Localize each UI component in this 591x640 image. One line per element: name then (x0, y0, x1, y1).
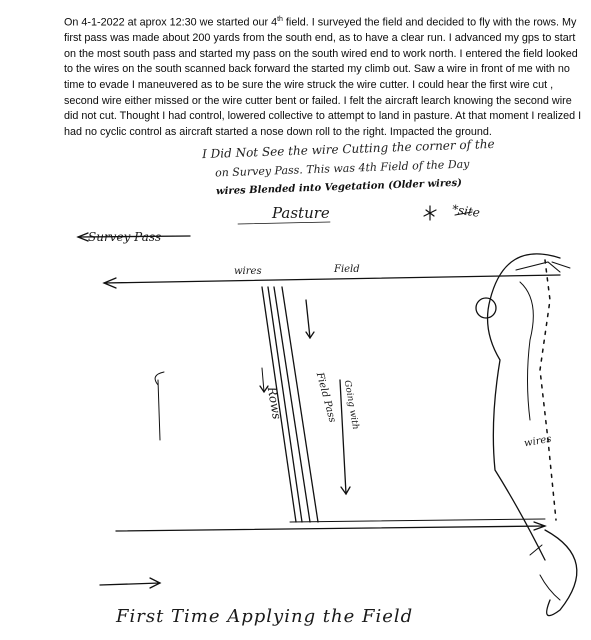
star-icon (424, 206, 436, 220)
pasture-label: Pasture (272, 204, 330, 222)
wires-label-top: wires (234, 266, 262, 277)
impact-circle (476, 298, 496, 318)
statement-part-2: field. I surveyed the field and decided to fly with the rows. My first pass was made about 200 yards from the south end, as to have a clear run. I advanced my gps to start on the most south pass and started my pass on the south wired end to work north. I entered the field looked to the wires on the south scanned back forward the started my climb out. Saw a wire in front of me with no time to evade I maneuvered as to be sure the wire struck the wire cutter. I could hear the first wire cut , second wire either missed or the wire cutter bent or failed. I felt the aircraft learch knowing the second wire did not cut. Thought I had control, lowered collective to attempt to land in pasture. At that moment I realized I had no cyclic control as aircraft started a nose down roll to the right. Impacted the ground. (64, 16, 582, 138)
first-pass-arrow (100, 583, 160, 585)
diagonal-wire-4 (282, 287, 318, 522)
field-label-top: Field (334, 264, 360, 275)
north-wire-line (104, 275, 560, 283)
down-arrow-2 (340, 380, 346, 494)
site-label: *site (451, 202, 481, 220)
diagonal-wire-2 (268, 287, 302, 522)
wires-label-right: wires (523, 433, 553, 450)
handwritten-note-line-3: wires Blended into Vegetation (Older wires) (215, 177, 463, 198)
field-pass-label: Field Pass (313, 371, 338, 424)
south-field-line (116, 526, 545, 531)
handwritten-note-line-1: I Did Not See the wire Cutting the corner of the (201, 136, 495, 162)
bottom-caption: First Time Applying the Field (116, 606, 414, 627)
rows-label: Rows (264, 385, 285, 421)
right-wire-dashed (540, 260, 556, 520)
survey-pass-arrow (78, 236, 190, 237)
survey-pass-label: Survey Pass (88, 230, 162, 244)
handwritten-note-line-2: on Survey Pass. This was 4th Field of the Day (214, 157, 470, 180)
going-with-label: Going with (341, 379, 361, 431)
impact-swirl (545, 530, 577, 616)
statement-part-1: On 4-1-2022 at aprox 12:30 we started our 4 (64, 16, 278, 29)
statement-superscript: th (277, 16, 283, 23)
flight-path (488, 254, 560, 560)
